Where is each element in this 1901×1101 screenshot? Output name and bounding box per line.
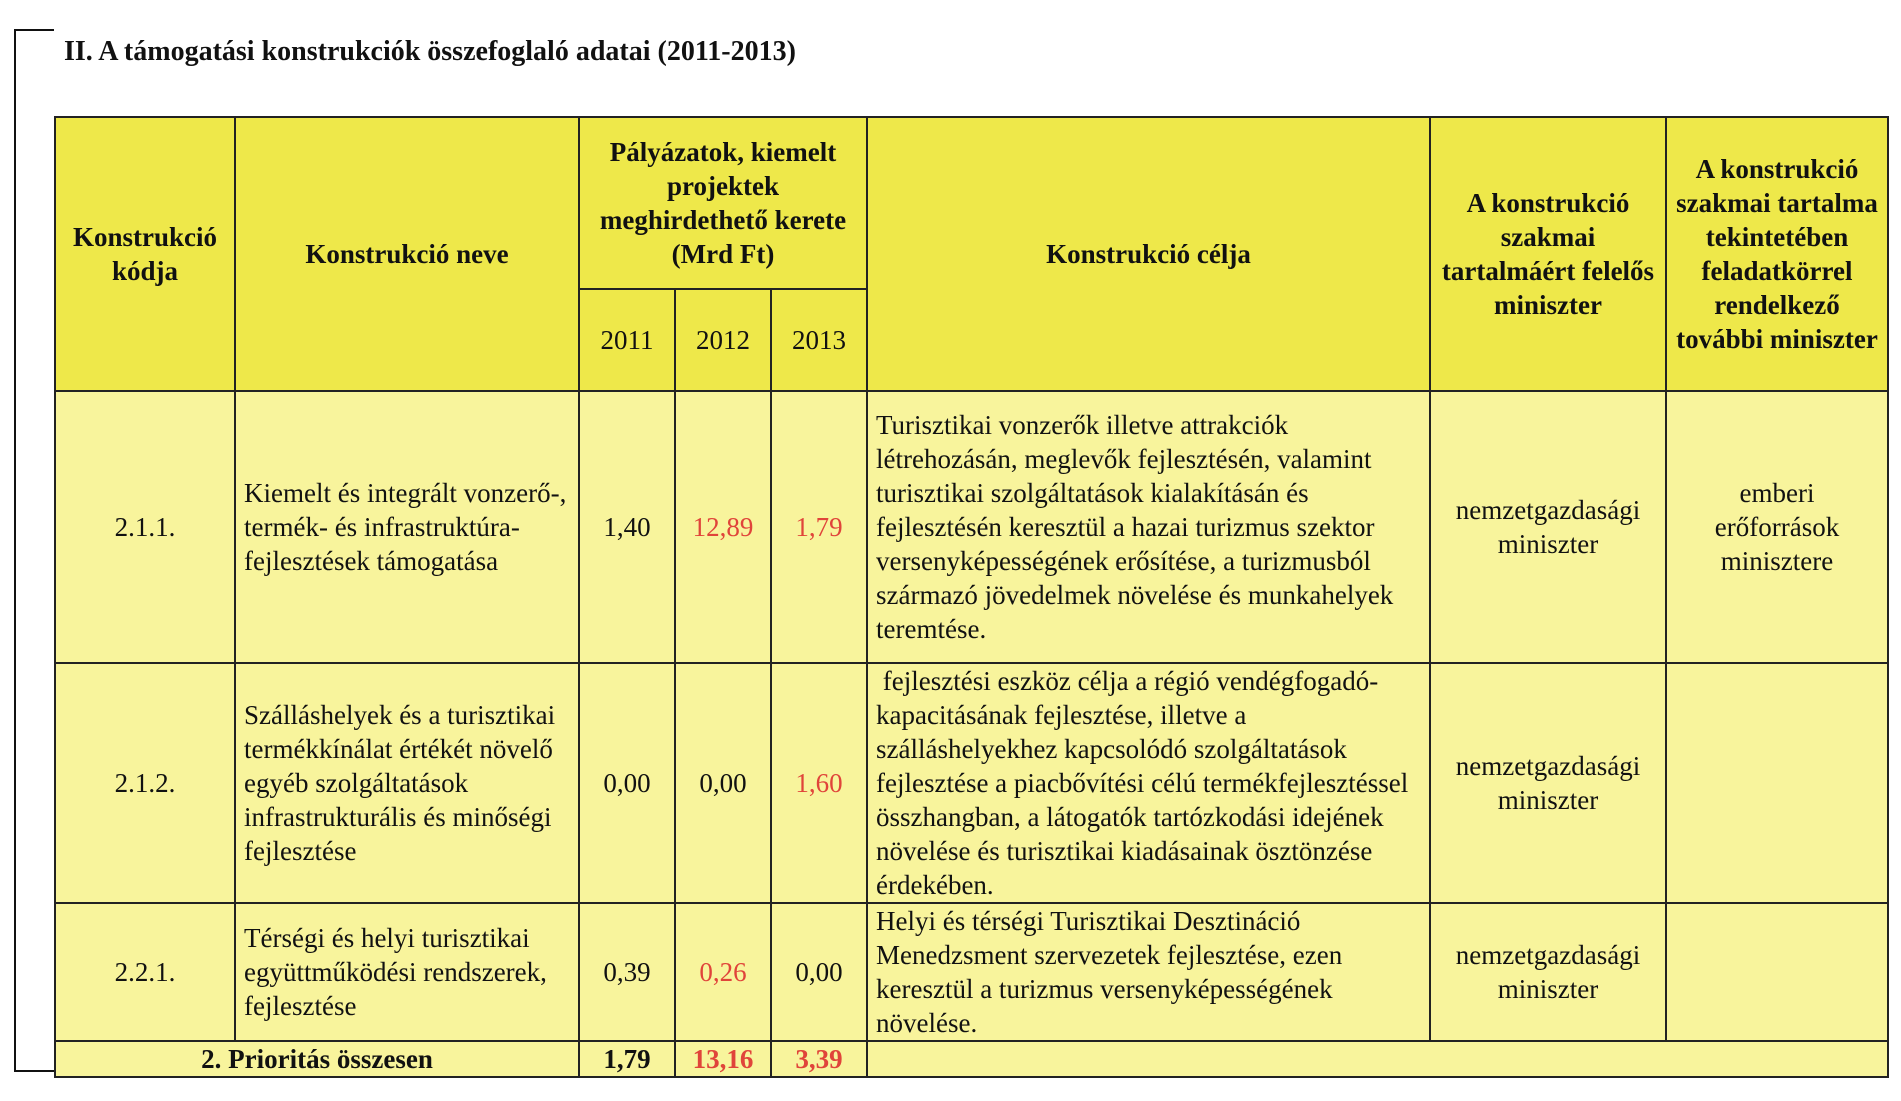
value-2012: 0,00 xyxy=(675,663,771,903)
header-year-2012: 2012 xyxy=(675,289,771,391)
total-2013: 3,39 xyxy=(771,1041,867,1077)
value-2012: 12,89 xyxy=(675,391,771,663)
value-2012: 0,26 xyxy=(675,903,771,1041)
row-name: Szálláshelyek és a turisztikai termékkínálat értékét növelő egyéb szolgáltatások infrastrukturális és minőségi fejlesztése xyxy=(235,663,579,903)
row-name: Térségi és helyi turisztikai együttműködési rendszerek, fejlesztése xyxy=(235,903,579,1041)
row-code: 2.2.1. xyxy=(55,903,235,1041)
page-title: II. A támogatási konstrukciók összefoglaló adatai (2011-2013) xyxy=(64,36,796,67)
row-other-minister: emberi erőforrások minisztere xyxy=(1666,391,1888,663)
header-name: Konstrukció neve xyxy=(235,117,579,391)
total-2011: 1,79 xyxy=(579,1041,675,1077)
total-row xyxy=(55,1041,1888,1077)
value-2011: 0,39 xyxy=(579,903,675,1041)
value-2013: 0,00 xyxy=(771,903,867,1041)
row-minister: nemzetgazdasági miniszter xyxy=(1430,391,1666,663)
header-goal: Konstrukció célja xyxy=(867,117,1430,391)
row-goal: fejlesztési eszköz célja a régió vendégfogadó-kapacitásának fejlesztése, illetve a szálláshelyekhez kapcsolódó szolgáltatások fejlesztése a piacbővítési célú termékfejlesztéssel összhangban, a látogatók tartózkodási idejének növelése és turisztikai kiadásainak ösztönzése érdekében. xyxy=(867,663,1430,903)
table-row xyxy=(55,391,1888,663)
table-row xyxy=(55,903,1888,1041)
row-code: 2.1.2. xyxy=(55,663,235,903)
table-row xyxy=(55,663,1888,903)
row-goal: Helyi és térségi Turisztikai Desztináció Menedzsment szervezetek fejlesztése, ezen keresztül a turizmus versenyképességének növelése. xyxy=(867,903,1430,1041)
construction-summary-table xyxy=(54,116,1889,1078)
value-2013: 1,79 xyxy=(771,391,867,663)
header-budget: Pályázatok, kiemelt projektek meghirdethető kerete (Mrd Ft) xyxy=(579,117,867,289)
total-label: 2. Prioritás összesen xyxy=(55,1041,579,1077)
total-2012: 13,16 xyxy=(675,1041,771,1077)
row-minister: nemzetgazdasági miniszter xyxy=(1430,663,1666,903)
total-empty-cell xyxy=(867,1041,1888,1077)
row-other-minister xyxy=(1666,903,1888,1041)
value-2011: 1,40 xyxy=(579,391,675,663)
header-other-minister: A konstrukció szakmai tartalma tekintetében feladatkörrel rendelkező további miniszter xyxy=(1666,117,1888,391)
header-code: Konstrukció kódja xyxy=(55,117,235,391)
header-year-2013: 2013 xyxy=(771,289,867,391)
value-2011: 0,00 xyxy=(579,663,675,903)
row-code: 2.1.1. xyxy=(55,391,235,663)
row-goal: Turisztikai vonzerők illetve attrakciók létrehozásán, meglevők fejlesztésén, valamint turisztikai szolgáltatások kialakításán és fejlesztésén keresztül a hazai turizmus szektor versenyképességének erősítése, a turizmusból származó jövedelmek növelése és munkahelyek teremtése. xyxy=(867,391,1430,663)
left-margin-bracket xyxy=(14,29,54,1072)
row-name: Kiemelt és integrált vonzerő-, termék- és infrastruktúra-fejlesztések támogatása xyxy=(235,391,579,663)
value-2013: 1,60 xyxy=(771,663,867,903)
header-minister: A konstrukció szakmai tartalmáért felelős miniszter xyxy=(1430,117,1666,391)
row-minister: nemzetgazdasági miniszter xyxy=(1430,903,1666,1041)
header-year-2011: 2011 xyxy=(579,289,675,391)
row-other-minister xyxy=(1666,663,1888,903)
